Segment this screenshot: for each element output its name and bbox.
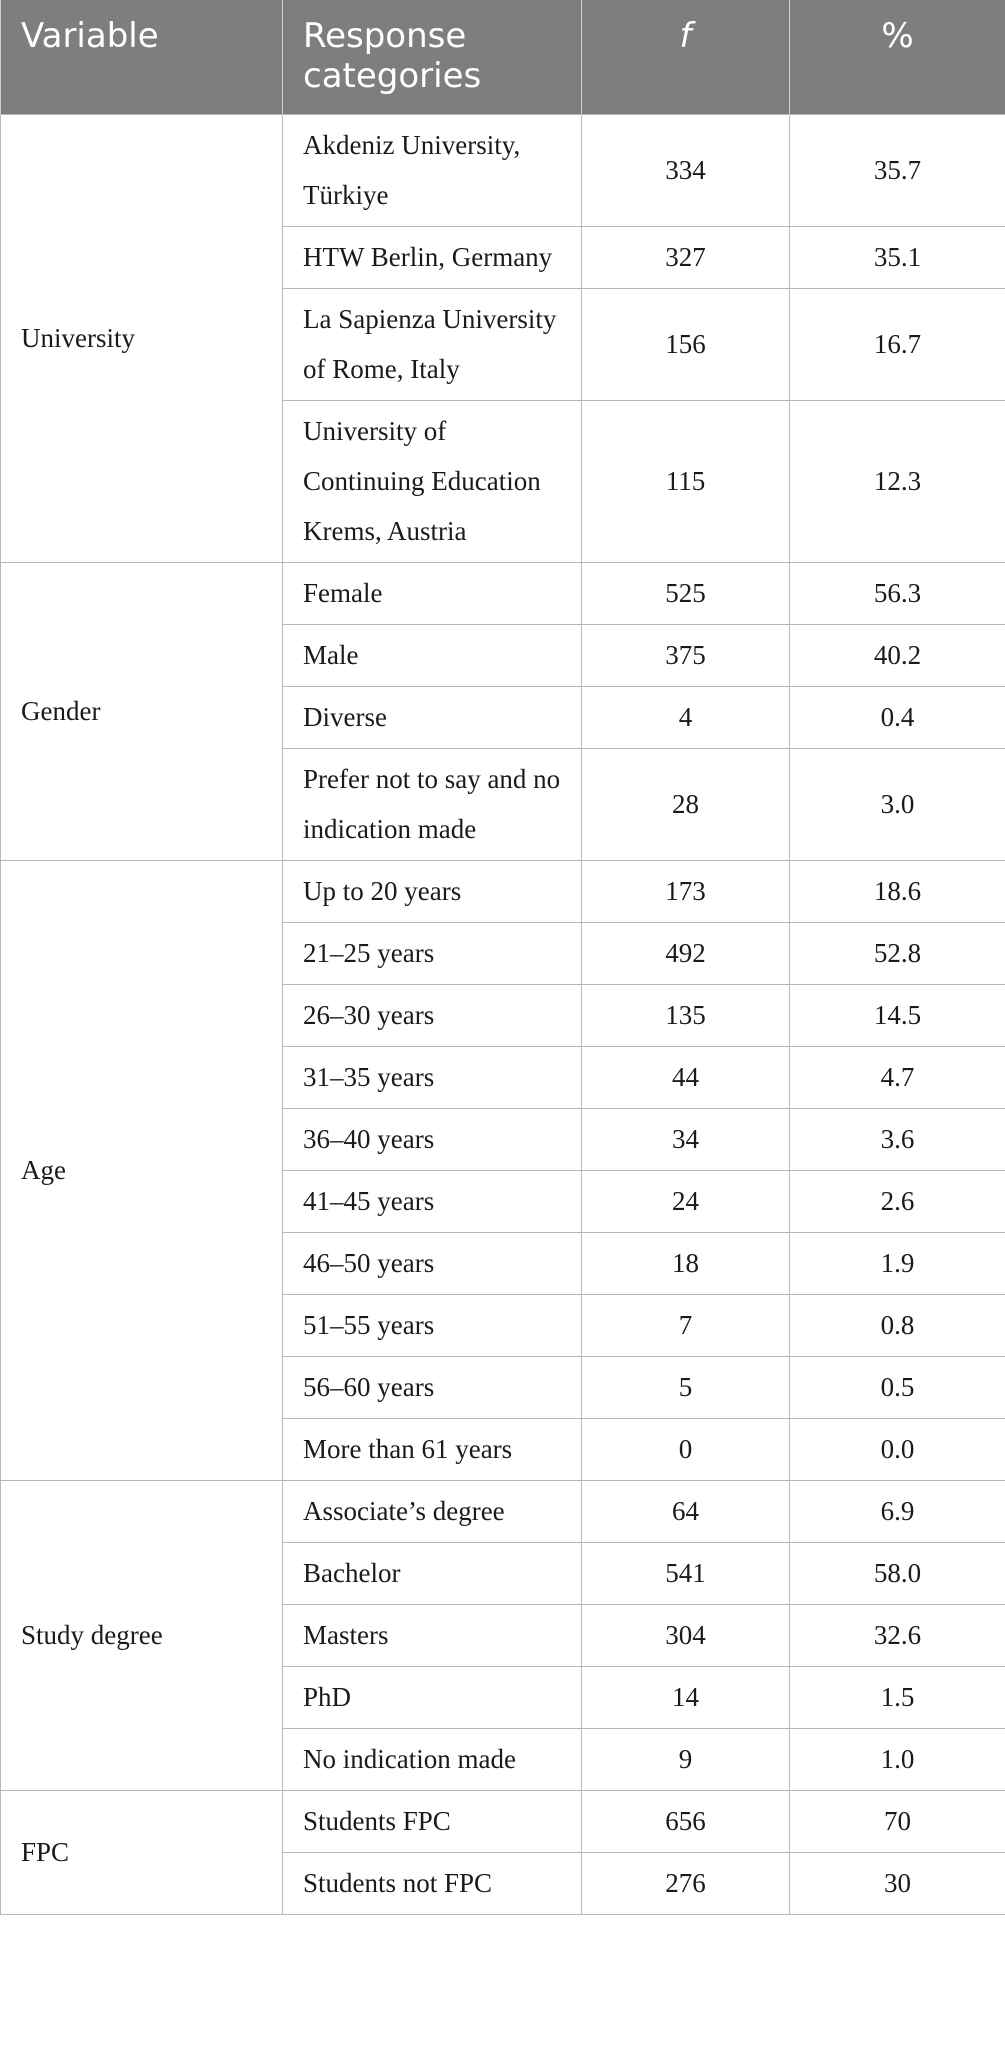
table-row bbox=[1, 562, 1005, 624]
percent-cell: 1.9 bbox=[790, 1232, 1005, 1294]
frequency-cell: 276 bbox=[582, 1852, 790, 1914]
category-cell: Prefer not to say and no indication made bbox=[283, 748, 582, 860]
frequency-cell: 525 bbox=[582, 562, 790, 624]
category-cell: Male bbox=[283, 624, 582, 686]
percent-cell: 32.6 bbox=[790, 1604, 1005, 1666]
header-percent: % bbox=[790, 0, 1005, 114]
header-frequency: f bbox=[582, 0, 790, 114]
frequency-cell: 375 bbox=[582, 624, 790, 686]
table-row bbox=[1, 860, 1005, 922]
category-cell: HTW Berlin, Germany bbox=[283, 226, 582, 288]
category-cell: Bachelor bbox=[283, 1542, 582, 1604]
frequency-cell: 5 bbox=[582, 1356, 790, 1418]
frequency-cell: 34 bbox=[582, 1108, 790, 1170]
category-cell: 51–55 years bbox=[283, 1294, 582, 1356]
percent-cell: 14.5 bbox=[790, 984, 1005, 1046]
category-cell: 46–50 years bbox=[283, 1232, 582, 1294]
category-cell: 56–60 years bbox=[283, 1356, 582, 1418]
table-row bbox=[1, 114, 1005, 226]
category-cell: 36–40 years bbox=[283, 1108, 582, 1170]
frequency-cell: 0 bbox=[582, 1418, 790, 1480]
category-cell: More than 61 years bbox=[283, 1418, 582, 1480]
table-body bbox=[1, 114, 1005, 1914]
frequency-cell: 334 bbox=[582, 114, 790, 226]
category-cell: Akdeniz University, Türkiye bbox=[283, 114, 582, 226]
category-cell: No indication made bbox=[283, 1728, 582, 1790]
frequency-cell: 4 bbox=[582, 686, 790, 748]
header-variable: Variable bbox=[1, 0, 283, 114]
percent-cell: 6.9 bbox=[790, 1480, 1005, 1542]
percent-cell: 0.4 bbox=[790, 686, 1005, 748]
frequency-cell: 9 bbox=[582, 1728, 790, 1790]
category-cell: 26–30 years bbox=[283, 984, 582, 1046]
frequency-cell: 44 bbox=[582, 1046, 790, 1108]
percent-cell: 52.8 bbox=[790, 922, 1005, 984]
frequency-cell: 304 bbox=[582, 1604, 790, 1666]
frequency-cell: 656 bbox=[582, 1790, 790, 1852]
percent-cell: 30 bbox=[790, 1852, 1005, 1914]
frequency-cell: 541 bbox=[582, 1542, 790, 1604]
category-cell: 41–45 years bbox=[283, 1170, 582, 1232]
percent-cell: 1.5 bbox=[790, 1666, 1005, 1728]
percent-cell: 0.5 bbox=[790, 1356, 1005, 1418]
percent-cell: 0.0 bbox=[790, 1418, 1005, 1480]
percent-cell: 3.0 bbox=[790, 748, 1005, 860]
frequency-cell: 173 bbox=[582, 860, 790, 922]
category-cell: La Sapienza University of Rome, Italy bbox=[283, 288, 582, 400]
frequency-cell: 327 bbox=[582, 226, 790, 288]
table-header bbox=[1, 0, 1005, 114]
variable-cell: University bbox=[1, 114, 283, 562]
frequency-cell: 24 bbox=[582, 1170, 790, 1232]
table-row bbox=[1, 1790, 1005, 1852]
variable-cell: Gender bbox=[1, 562, 283, 860]
percent-cell: 16.7 bbox=[790, 288, 1005, 400]
percent-cell: 35.7 bbox=[790, 114, 1005, 226]
variable-cell: FPC bbox=[1, 1790, 283, 1914]
percent-cell: 3.6 bbox=[790, 1108, 1005, 1170]
percent-cell: 40.2 bbox=[790, 624, 1005, 686]
category-cell: Diverse bbox=[283, 686, 582, 748]
frequency-cell: 492 bbox=[582, 922, 790, 984]
frequency-cell: 14 bbox=[582, 1666, 790, 1728]
category-cell: Associate’s degree bbox=[283, 1480, 582, 1542]
header-response-categories: Response categories bbox=[283, 0, 582, 114]
table-row bbox=[1, 1480, 1005, 1542]
percent-cell: 1.0 bbox=[790, 1728, 1005, 1790]
category-cell: Up to 20 years bbox=[283, 860, 582, 922]
category-cell: PhD bbox=[283, 1666, 582, 1728]
category-cell: University of Continuing Education Krems, Austria bbox=[283, 400, 582, 562]
percent-cell: 56.3 bbox=[790, 562, 1005, 624]
category-cell: 21–25 years bbox=[283, 922, 582, 984]
percent-cell: 4.7 bbox=[790, 1046, 1005, 1108]
category-cell: Students not FPC bbox=[283, 1852, 582, 1914]
percent-cell: 70 bbox=[790, 1790, 1005, 1852]
category-cell: Students FPC bbox=[283, 1790, 582, 1852]
category-cell: Masters bbox=[283, 1604, 582, 1666]
percent-cell: 12.3 bbox=[790, 400, 1005, 562]
category-cell: 31–35 years bbox=[283, 1046, 582, 1108]
variable-cell: Study degree bbox=[1, 1480, 283, 1790]
frequency-cell: 7 bbox=[582, 1294, 790, 1356]
category-cell: Female bbox=[283, 562, 582, 624]
percent-cell: 18.6 bbox=[790, 860, 1005, 922]
header-row bbox=[1, 0, 1005, 114]
percent-cell: 35.1 bbox=[790, 226, 1005, 288]
frequency-cell: 135 bbox=[582, 984, 790, 1046]
frequency-cell: 156 bbox=[582, 288, 790, 400]
frequency-cell: 64 bbox=[582, 1480, 790, 1542]
percent-cell: 0.8 bbox=[790, 1294, 1005, 1356]
percent-cell: 58.0 bbox=[790, 1542, 1005, 1604]
percent-cell: 2.6 bbox=[790, 1170, 1005, 1232]
frequency-cell: 115 bbox=[582, 400, 790, 562]
variable-cell: Age bbox=[1, 860, 283, 1480]
frequency-cell: 28 bbox=[582, 748, 790, 860]
frequency-cell: 18 bbox=[582, 1232, 790, 1294]
